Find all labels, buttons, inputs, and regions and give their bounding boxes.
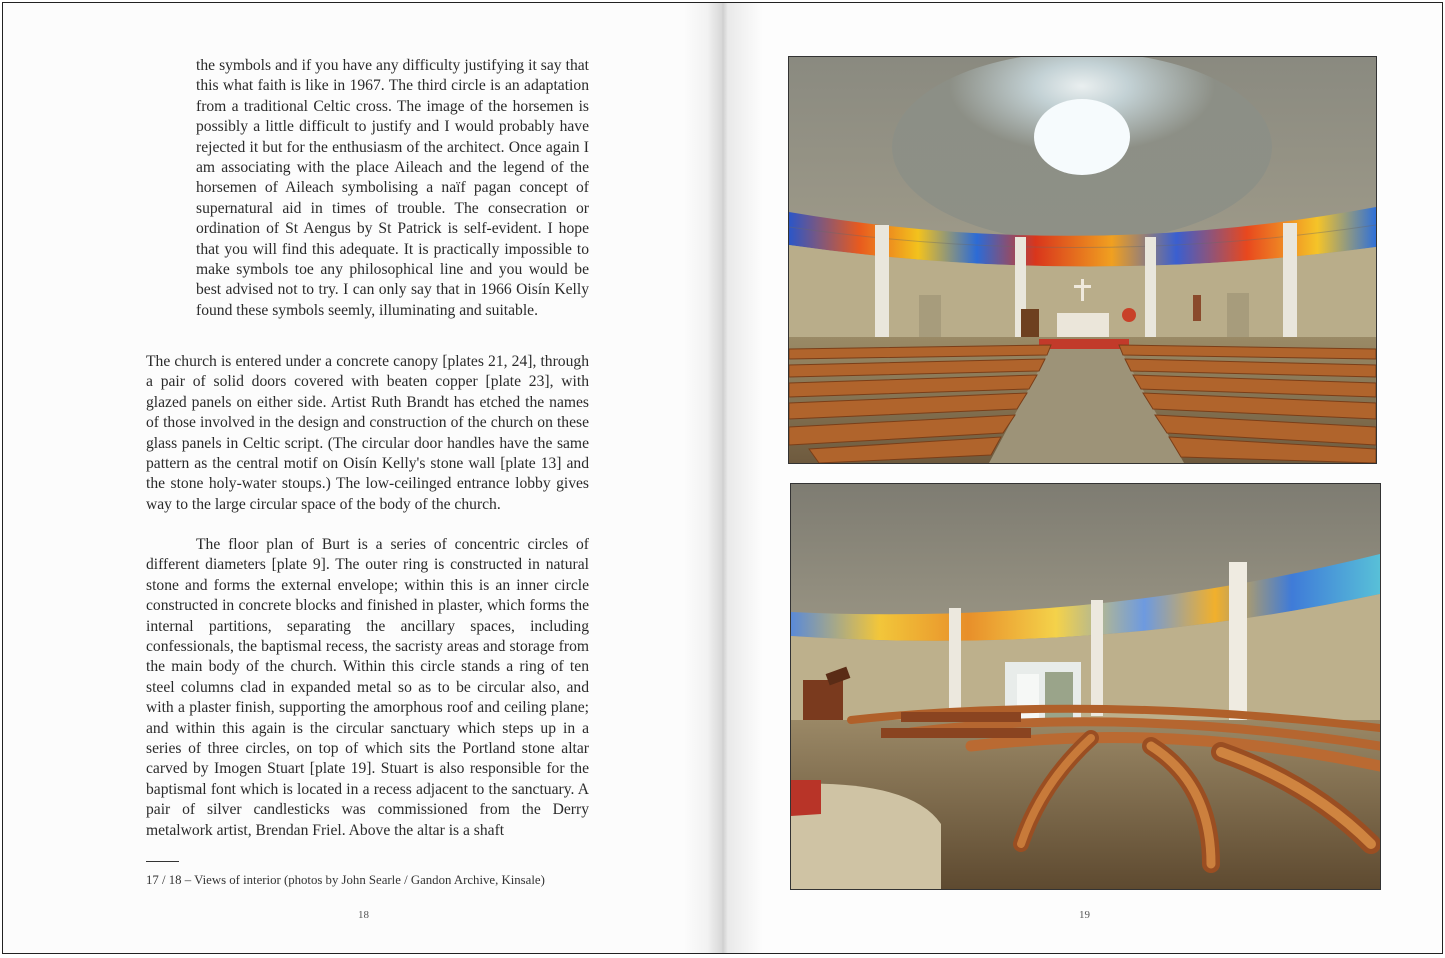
photo-interior-altar-view — [788, 56, 1377, 464]
body-paragraph-floor-plan: The floor plan of Burt is a series of concentric circles of different diameters [plate 9]. The outer ring is constructed in natural stone and forms the external envelope; within this is an inner circle constructed in concrete blocks and finished in plaster, which forms the internal partitions, separating the ancillary spaces, including confessionals, the baptismal recess, the sacristy areas and storage from the main body of the church. Within this circle stands a ring of ten steel columns clad in expanded metal so as to be circular also, and with a plaster finish, supporting the amorphous roof and ceiling plane; and within this again is the circular sanctuary which steps up in a series of three circles, on top of which sits the Portland stone altar carved by Imogen Stuart [plate 19]. Stuart is also responsible for the baptismal font which is located in a recess adjacent to the sanctuary. A pair of silver candlesticks was commissioned from the Derry metalwork artist, Brendan Friel. Above the altar is a shaft — [146, 536, 589, 839]
page-number-left: 18 — [358, 909, 369, 921]
body-paragraph-entrance: The church is entered under a concrete canopy [plates 21, 24], through a pair of solid doors covered with beaten copper [plate 23], with glazed panels on either side. Artist Ruth Brandt has etched the names of those involved in the design and construction of the church on these glass panels in Celtic script. (The circular door handles have the same pattern as the central motif on Oisín Kelly's stone wall [plate 13] and the stone holy-water stoups.) The low-ceilinged entrance lobby gives way to the large circular space of the body of the church. — [146, 353, 589, 513]
figure-caption: 17 / 18 – Views of interior (photos by John Searle / Gandon Archive, Kinsale) — [146, 873, 545, 887]
page-number-right: 19 — [1079, 909, 1090, 921]
photo-interior-entrance-view — [790, 483, 1381, 890]
quoted-letter-text: the symbols and if you have any difficulty justifying it say that this what faith is like in 1967. The third circle is an adaptation from a traditional Celtic cross. The image of the horsemen is possibly a little difficult to justify and I would probably have rejected it but for the enthusiasm of the architect. Once again I am associating with the place Aileach and the legend of the horsemen of Aileach symbolising a naïf pagan concept of supernatural aid in times of trouble. The consecration or ordination of St Aengus by St Patrick is self-evident. I hope that you will find this adequate. It is practically impossible to make symbols toe any philosophical line and you would be best advised not to try. I can only say that in 1966 Oisín Kelly found these symbols seemly, illuminating and suitable. — [196, 57, 589, 319]
book-spread — [2, 2, 1443, 954]
caption-rule — [146, 861, 179, 862]
left-page — [3, 3, 723, 953]
